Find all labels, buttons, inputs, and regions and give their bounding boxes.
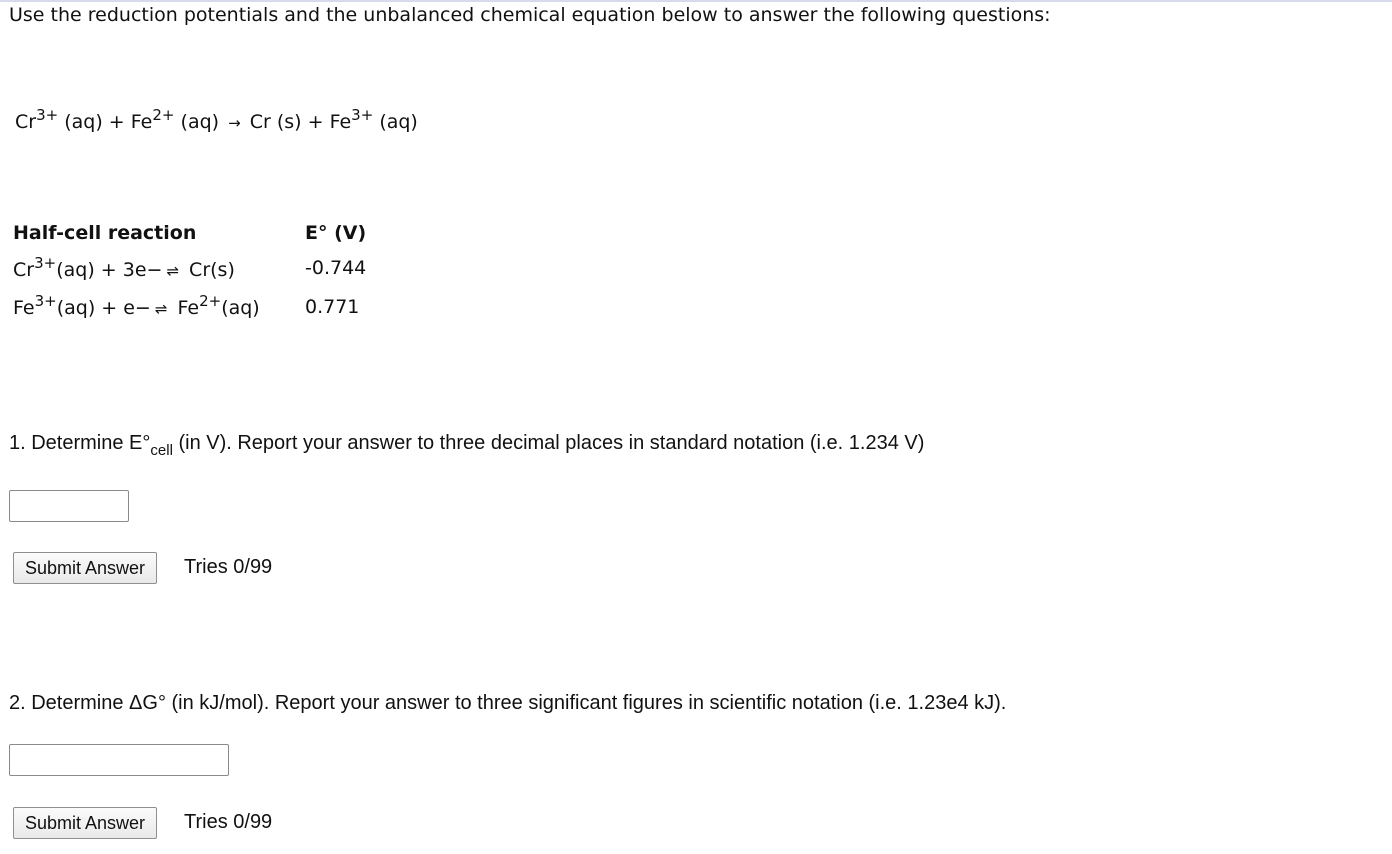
equilibrium-arrow-icon: ⇌ [154, 300, 168, 318]
table-header-potential: E° (V) [305, 222, 367, 244]
question-2-submit-button[interactable]: Submit Answer [13, 807, 157, 839]
question-1-tries: Tries 0/99 [184, 556, 273, 578]
species: Fe [13, 297, 35, 319]
equation-charge: 2+ [152, 106, 175, 124]
chemical-equation [15, 106, 418, 133]
question-2-text: 2. Determine ΔG° (in kJ/mol). Report your answer to three significant figures in scientific notation (i.e. 1.23e4 kJ). [9, 692, 1007, 714]
equation-charge: 3+ [36, 106, 59, 124]
equation-state: (aq) [373, 111, 418, 133]
question-1-text [9, 432, 925, 459]
half-cell-reaction [13, 254, 235, 281]
equation-reactant-cr: Cr [15, 111, 37, 133]
product-charge: 2+ [199, 292, 222, 310]
reaction-arrow-icon: → [228, 114, 241, 132]
species-rest: (aq) + 3e− [56, 259, 163, 281]
question-1-prefix: 1. Determine E° [9, 432, 151, 454]
question-1-suffix: (in V). Report your answer to three decimal places in standard notation (i.e. 1.234 V) [172, 432, 925, 454]
table-header-reaction: Half-cell reaction [13, 222, 197, 244]
question-1-subscript: cell [150, 442, 173, 459]
half-cell-potential: -0.744 [305, 257, 367, 279]
equation-state: (aq) + [58, 111, 131, 133]
species: Cr [13, 259, 35, 281]
half-cell-potential: 0.771 [305, 296, 360, 318]
question-1-submit-button[interactable]: Submit Answer [13, 552, 157, 584]
question-2-tries: Tries 0/99 [184, 811, 273, 833]
equation-products: Cr (s) + Fe [243, 111, 352, 133]
equilibrium-arrow-icon: ⇌ [166, 262, 180, 280]
equation-state: (aq) [174, 111, 226, 133]
species-rest: (aq) + e− [56, 297, 151, 319]
product-rest: (aq) [221, 297, 260, 319]
equation-charge: 3+ [351, 106, 374, 124]
product: Fe [171, 297, 200, 319]
product: Cr(s) [183, 259, 235, 281]
question-2-answer-input[interactable] [9, 744, 229, 776]
species-charge: 3+ [34, 292, 57, 310]
half-cell-reaction [13, 292, 260, 319]
question-1-answer-input[interactable] [9, 490, 129, 522]
species-charge: 3+ [34, 254, 57, 272]
intro-text: Use the reduction potentials and the unbalanced chemical equation below to answer the following questions: [9, 4, 1051, 26]
top-border [0, 0, 1392, 2]
equation-reactant-fe: Fe [130, 111, 153, 133]
